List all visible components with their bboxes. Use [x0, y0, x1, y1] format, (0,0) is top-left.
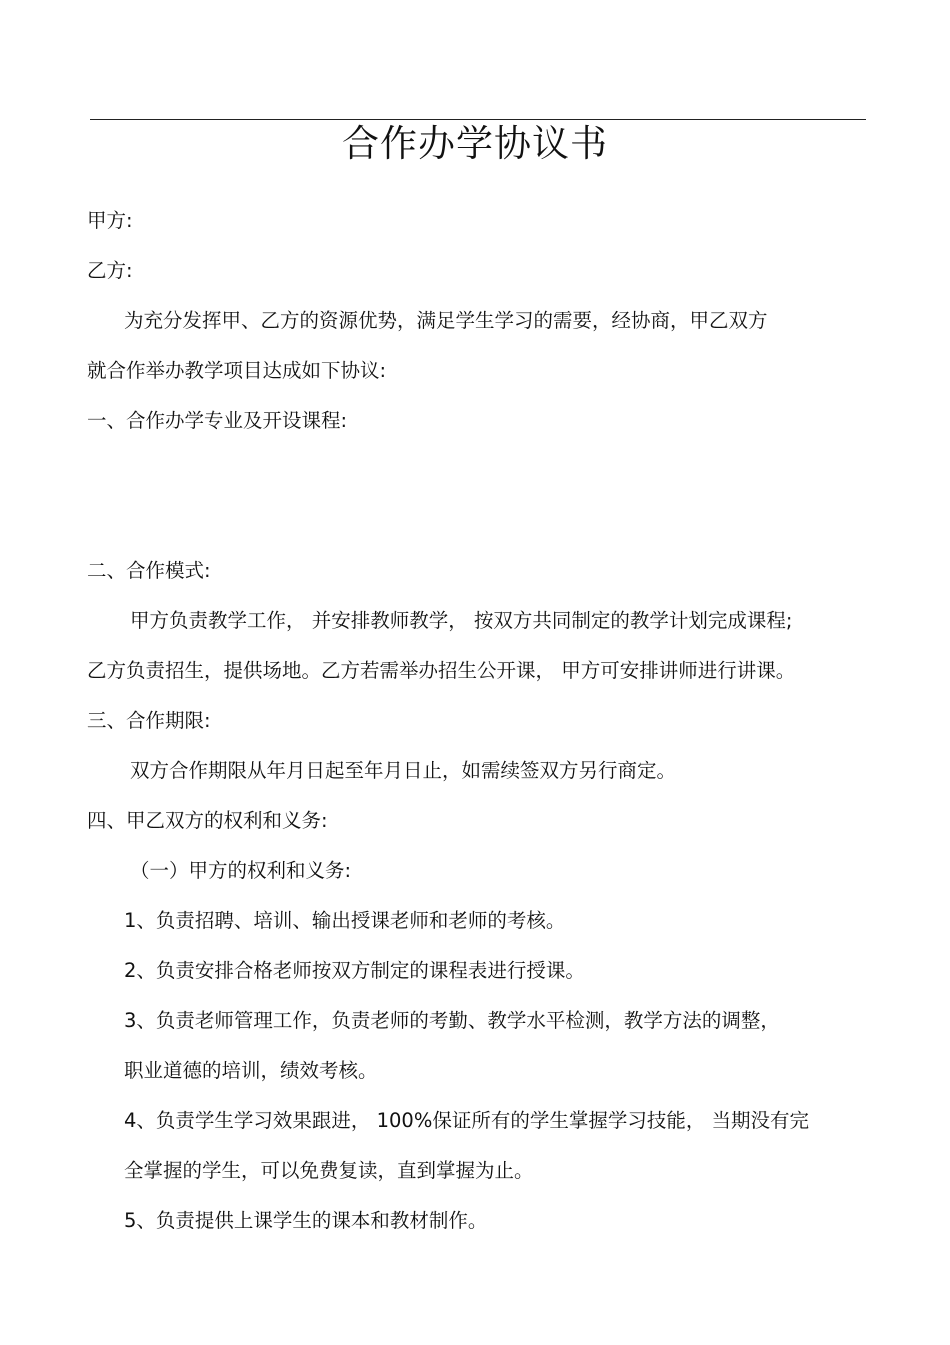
section-3-paragraph: 双方合作期限从年月日起至年月日止，如需续签双方另行商定。 [130, 759, 677, 782]
party-a-label: 甲方: [87, 209, 133, 232]
section-2-paragraph-line-2: 乙方负责招生，提供场地。乙方若需举办招生公开课， 甲方可安排讲师进行讲课。 [87, 659, 796, 682]
intro-paragraph-line-1: 为充分发挥甲、乙方的资源优势，满足学生学习的需要，经协商，甲乙双方 [124, 309, 768, 332]
section-3-heading: 三、合作期限: [87, 709, 211, 732]
document-title: 合作办学协议书 [342, 122, 608, 165]
list-item-1: 1、负责招聘、培训、输出授课老师和老师的考核。 [124, 909, 566, 932]
section-2-paragraph-line-1: 甲方负责教学工作， 并安排教师教学， 按双方共同制定的教学计划完成课程; [130, 609, 793, 632]
section-1-heading: 一、合作办学专业及开设课程: [87, 409, 348, 432]
list-item-2: 2、负责安排合格老师按双方制定的课程表进行授课。 [124, 959, 585, 982]
list-item-4-line-1: 4、负责学生学习效果跟进， 100%保证所有的学生掌握学习技能， 当期没有完 [124, 1109, 810, 1132]
list-item-5: 5、负责提供上课学生的课本和教材制作。 [124, 1209, 488, 1232]
section-2-heading: 二、合作模式: [87, 559, 211, 582]
section-4-heading: 四、甲乙双方的权利和义务: [87, 809, 328, 832]
list-item-3-line-2: 职业道德的培训，绩效考核。 [124, 1059, 378, 1082]
section-4-subheading: （一）甲方的权利和义务: [130, 859, 352, 882]
party-b-label: 乙方: [87, 259, 133, 282]
intro-paragraph-line-2: 就合作举办教学项目达成如下协议: [87, 359, 387, 382]
list-item-4-line-2: 全掌握的学生，可以免费复读，直到掌握为止。 [124, 1159, 534, 1182]
list-item-3-line-1: 3、负责老师管理工作，负责老师的考勤、教学水平检测，教学方法的调整， [124, 1009, 780, 1032]
